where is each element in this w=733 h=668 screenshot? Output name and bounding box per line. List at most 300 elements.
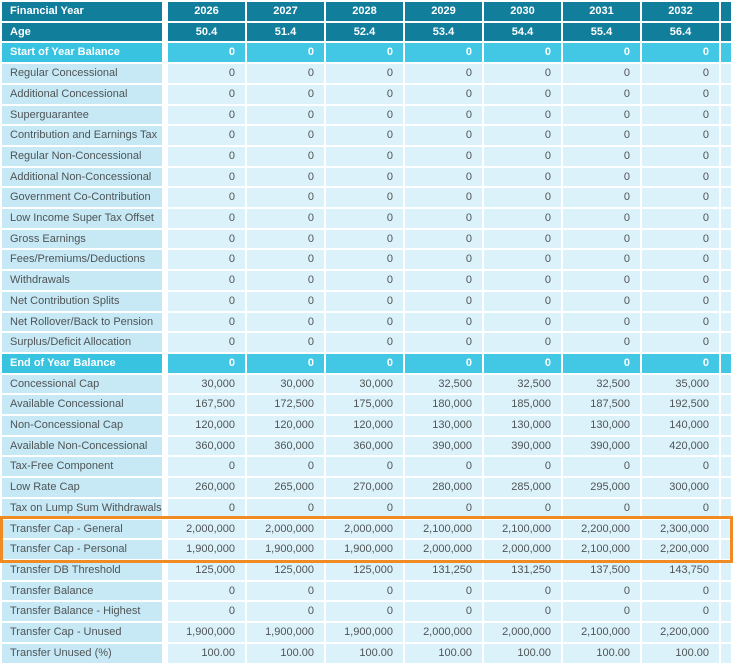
cell-value: 0: [168, 250, 245, 269]
cell-value: 0: [642, 582, 719, 601]
cell-value: 1,900,000: [168, 540, 245, 559]
cell-value: 53.4: [405, 23, 482, 42]
cell-value: 2028: [326, 2, 403, 21]
row-label: Available Non-Concessional: [2, 437, 166, 456]
cell-value: 0: [247, 168, 324, 187]
cell-value: 0: [405, 333, 482, 352]
cell-value: 2,000,000: [405, 623, 482, 642]
cell-value: 0: [484, 64, 561, 83]
cell-value: 0: [405, 250, 482, 269]
table-row: [2, 250, 731, 269]
cell-value: 0: [405, 230, 482, 249]
cell-value: 0: [563, 147, 640, 166]
cell-value: 390,000: [563, 437, 640, 456]
cell-value: 260,000: [168, 478, 245, 497]
cell-value: 2,000,000: [484, 540, 561, 559]
clipped-column-sliver: [721, 457, 731, 476]
cell-value: 0: [563, 188, 640, 207]
cell-value: 0: [642, 64, 719, 83]
row-label: Low Rate Cap: [2, 478, 166, 497]
cell-value: 32,500: [405, 375, 482, 394]
cell-value: 0: [642, 333, 719, 352]
cell-value: 0: [484, 43, 561, 62]
table-row: [2, 602, 731, 621]
cell-value: 0: [168, 333, 245, 352]
table-row: [2, 478, 731, 497]
cell-value: 0: [247, 271, 324, 290]
cell-value: 0: [168, 64, 245, 83]
cell-value: 0: [563, 582, 640, 601]
cell-value: 51.4: [247, 23, 324, 42]
cell-value: 265,000: [247, 478, 324, 497]
cell-value: 0: [168, 582, 245, 601]
clipped-column-sliver: [721, 147, 731, 166]
cell-value: 0: [484, 457, 561, 476]
cell-value: 0: [168, 85, 245, 104]
cell-value: 0: [405, 457, 482, 476]
cell-value: 270,000: [326, 478, 403, 497]
table-body: [2, 2, 731, 663]
table-row: [2, 230, 731, 249]
cell-value: 0: [405, 168, 482, 187]
cell-value: 0: [563, 333, 640, 352]
cell-value: 0: [563, 209, 640, 228]
cell-value: 0: [247, 499, 324, 518]
cell-value: 0: [405, 582, 482, 601]
table-row: [2, 416, 731, 435]
cell-value: 0: [168, 354, 245, 373]
cell-value: 0: [405, 147, 482, 166]
table-row: [2, 395, 731, 414]
clipped-column-sliver: [721, 85, 731, 104]
row-label: Net Rollover/Back to Pension: [2, 313, 166, 332]
table-row: [2, 106, 731, 125]
cell-value: 192,500: [642, 395, 719, 414]
cell-value: 0: [247, 85, 324, 104]
cell-value: 100.00: [405, 644, 482, 663]
cell-value: 0: [326, 209, 403, 228]
clipped-column-sliver: [721, 395, 731, 414]
cell-value: 0: [405, 85, 482, 104]
cell-value: 125,000: [326, 561, 403, 580]
table-row: [2, 582, 731, 601]
cell-value: 143,750: [642, 561, 719, 580]
cell-value: 0: [326, 106, 403, 125]
cell-value: 0: [484, 271, 561, 290]
table-row: [2, 540, 731, 559]
cell-value: 0: [642, 85, 719, 104]
row-label: Transfer Cap - General: [2, 520, 166, 539]
cell-value: 0: [642, 271, 719, 290]
cell-value: 2032: [642, 2, 719, 21]
cell-value: 180,000: [405, 395, 482, 414]
cell-value: 0: [484, 582, 561, 601]
cell-value: 2026: [168, 2, 245, 21]
cell-value: 0: [642, 126, 719, 145]
cell-value: 0: [247, 209, 324, 228]
cell-value: 0: [563, 271, 640, 290]
table-row: [2, 292, 731, 311]
cell-value: 0: [168, 230, 245, 249]
row-label: Transfer Balance - Highest: [2, 602, 166, 621]
cell-value: 0: [642, 147, 719, 166]
cell-value: 390,000: [484, 437, 561, 456]
cell-value: 130,000: [484, 416, 561, 435]
row-label: Age: [2, 23, 166, 42]
cell-value: 360,000: [326, 437, 403, 456]
row-label: Government Co-Contribution: [2, 188, 166, 207]
cell-value: 0: [326, 333, 403, 352]
clipped-column-sliver: [721, 43, 731, 62]
cell-value: 0: [563, 602, 640, 621]
cell-value: 280,000: [405, 478, 482, 497]
cell-value: 0: [326, 188, 403, 207]
cell-value: 187,500: [563, 395, 640, 414]
cell-value: 0: [168, 209, 245, 228]
cell-value: 0: [168, 43, 245, 62]
clipped-column-sliver: [721, 2, 731, 21]
cell-value: 100.00: [168, 644, 245, 663]
cell-value: 0: [168, 168, 245, 187]
cell-value: 0: [168, 188, 245, 207]
clipped-column-sliver: [721, 375, 731, 394]
cell-value: 2,000,000: [247, 520, 324, 539]
clipped-column-sliver: [721, 478, 731, 497]
cell-value: 0: [642, 313, 719, 332]
cell-value: 300,000: [642, 478, 719, 497]
cell-value: 2,200,000: [642, 623, 719, 642]
cell-value: 175,000: [326, 395, 403, 414]
row-label: Fees/Premiums/Deductions: [2, 250, 166, 269]
row-label: Withdrawals: [2, 271, 166, 290]
cell-value: 0: [405, 43, 482, 62]
table-row: [2, 333, 731, 352]
clipped-column-sliver: [721, 271, 731, 290]
clipped-column-sliver: [721, 126, 731, 145]
row-label: Low Income Super Tax Offset: [2, 209, 166, 228]
cell-value: 50.4: [168, 23, 245, 42]
cell-value: 2,100,000: [563, 623, 640, 642]
cell-value: 0: [405, 499, 482, 518]
cell-value: 0: [642, 168, 719, 187]
cell-value: 0: [642, 188, 719, 207]
cell-value: 0: [168, 126, 245, 145]
clipped-column-sliver: [721, 23, 731, 42]
table-row: [2, 437, 731, 456]
cell-value: 0: [563, 250, 640, 269]
cell-value: 35,000: [642, 375, 719, 394]
cell-value: 0: [405, 313, 482, 332]
cell-value: 0: [563, 85, 640, 104]
row-label: Tax-Free Component: [2, 457, 166, 476]
cell-value: 2031: [563, 2, 640, 21]
clipped-column-sliver: [721, 209, 731, 228]
row-label: Additional Non-Concessional: [2, 168, 166, 187]
cell-value: 0: [168, 106, 245, 125]
cell-value: 0: [484, 168, 561, 187]
cell-value: 2,100,000: [563, 540, 640, 559]
cell-value: 120,000: [326, 416, 403, 435]
row-label: Regular Concessional: [2, 64, 166, 83]
cell-value: 0: [563, 457, 640, 476]
clipped-column-sliver: [721, 582, 731, 601]
cell-value: 185,000: [484, 395, 561, 414]
cell-value: 0: [642, 499, 719, 518]
cell-value: 0: [484, 333, 561, 352]
cell-value: 0: [247, 126, 324, 145]
cell-value: 0: [642, 354, 719, 373]
row-label: Transfer Balance: [2, 582, 166, 601]
table-row: [2, 168, 731, 187]
row-label: End of Year Balance: [2, 354, 166, 373]
cell-value: 295,000: [563, 478, 640, 497]
cell-value: 0: [168, 602, 245, 621]
cell-value: 0: [563, 313, 640, 332]
cell-value: 52.4: [326, 23, 403, 42]
cell-value: 0: [326, 250, 403, 269]
cell-value: 131,250: [405, 561, 482, 580]
cell-value: 0: [168, 271, 245, 290]
cell-value: 0: [247, 147, 324, 166]
row-label: Financial Year: [2, 2, 166, 21]
row-label: Superguarantee: [2, 106, 166, 125]
cell-value: 30,000: [326, 375, 403, 394]
cell-value: 2,000,000: [168, 520, 245, 539]
cell-value: 0: [484, 354, 561, 373]
row-label: Tax on Lump Sum Withdrawals: [2, 499, 166, 518]
cell-value: 360,000: [168, 437, 245, 456]
clipped-column-sliver: [721, 313, 731, 332]
cell-value: 1,900,000: [247, 623, 324, 642]
cell-value: 120,000: [168, 416, 245, 435]
cell-value: 2,200,000: [642, 540, 719, 559]
cell-value: 100.00: [484, 644, 561, 663]
cell-value: 30,000: [168, 375, 245, 394]
table-row: [2, 271, 731, 290]
cell-value: 1,900,000: [168, 623, 245, 642]
clipped-column-sliver: [721, 354, 731, 373]
cell-value: 0: [563, 168, 640, 187]
cell-value: 0: [405, 209, 482, 228]
row-label: Non-Concessional Cap: [2, 416, 166, 435]
cell-value: 0: [484, 209, 561, 228]
table-row: [2, 85, 731, 104]
cell-value: 2,100,000: [405, 520, 482, 539]
cell-value: 0: [484, 106, 561, 125]
cell-value: 2027: [247, 2, 324, 21]
cell-value: 0: [247, 582, 324, 601]
cell-value: 0: [405, 64, 482, 83]
cell-value: 30,000: [247, 375, 324, 394]
table-row: [2, 375, 731, 394]
cell-value: 0: [168, 457, 245, 476]
table-row: [2, 354, 731, 373]
table-row: [2, 188, 731, 207]
cell-value: 0: [168, 313, 245, 332]
cell-value: 0: [247, 313, 324, 332]
row-label: Contribution and Earnings Tax: [2, 126, 166, 145]
cell-value: 0: [168, 499, 245, 518]
clipped-column-sliver: [721, 623, 731, 642]
row-label: Additional Concessional: [2, 85, 166, 104]
cell-value: 0: [484, 188, 561, 207]
row-label: Available Concessional: [2, 395, 166, 414]
cell-value: 0: [247, 106, 324, 125]
table-row: [2, 147, 731, 166]
cell-value: 0: [168, 292, 245, 311]
clipped-column-sliver: [721, 292, 731, 311]
cell-value: 0: [405, 271, 482, 290]
header-row: [2, 23, 731, 42]
cell-value: 0: [642, 250, 719, 269]
cell-value: 32,500: [563, 375, 640, 394]
cell-value: 360,000: [247, 437, 324, 456]
cell-value: 0: [326, 230, 403, 249]
cell-value: 137,500: [563, 561, 640, 580]
cell-value: 0: [326, 292, 403, 311]
cell-value: 0: [484, 250, 561, 269]
table-row: [2, 209, 731, 228]
clipped-column-sliver: [721, 644, 731, 663]
cell-value: 2,000,000: [484, 623, 561, 642]
cell-value: 0: [247, 250, 324, 269]
table-row: [2, 313, 731, 332]
cell-value: 0: [563, 230, 640, 249]
clipped-column-sliver: [721, 188, 731, 207]
row-label: Regular Non-Concessional: [2, 147, 166, 166]
cell-value: 0: [247, 602, 324, 621]
clipped-column-sliver: [721, 230, 731, 249]
cell-value: 0: [484, 230, 561, 249]
clipped-column-sliver: [721, 561, 731, 580]
cell-value: 0: [247, 230, 324, 249]
cell-value: 0: [168, 147, 245, 166]
cell-value: 0: [563, 499, 640, 518]
clipped-column-sliver: [721, 250, 731, 269]
cell-value: 390,000: [405, 437, 482, 456]
cell-value: 32,500: [484, 375, 561, 394]
cell-value: 0: [563, 64, 640, 83]
cell-value: 0: [326, 147, 403, 166]
cell-value: 0: [247, 64, 324, 83]
table-row: [2, 126, 731, 145]
clipped-column-sliver: [721, 499, 731, 518]
cell-value: 0: [326, 354, 403, 373]
row-label: Transfer DB Threshold: [2, 561, 166, 580]
cell-value: 0: [247, 354, 324, 373]
cell-value: 0: [405, 188, 482, 207]
cell-value: 1,900,000: [247, 540, 324, 559]
cell-value: 0: [642, 602, 719, 621]
cell-value: 54.4: [484, 23, 561, 42]
cell-value: 0: [326, 457, 403, 476]
row-label: Concessional Cap: [2, 375, 166, 394]
cell-value: 100.00: [326, 644, 403, 663]
cell-value: 100.00: [642, 644, 719, 663]
cell-value: 0: [642, 457, 719, 476]
cell-value: 2030: [484, 2, 561, 21]
cell-value: 0: [326, 313, 403, 332]
cell-value: 125,000: [247, 561, 324, 580]
cell-value: 0: [642, 43, 719, 62]
table-row: [2, 623, 731, 642]
header-row: [2, 2, 731, 21]
cell-value: 0: [326, 602, 403, 621]
cell-value: 130,000: [563, 416, 640, 435]
row-label: Surplus/Deficit Allocation: [2, 333, 166, 352]
row-label: Transfer Cap - Personal: [2, 540, 166, 559]
cell-value: 0: [563, 43, 640, 62]
cell-value: 0: [247, 188, 324, 207]
cell-value: 0: [642, 230, 719, 249]
cell-value: 0: [405, 354, 482, 373]
row-label: Start of Year Balance: [2, 43, 166, 62]
cell-value: 0: [563, 106, 640, 125]
cell-value: 0: [642, 106, 719, 125]
clipped-column-sliver: [721, 64, 731, 83]
clipped-column-sliver: [721, 333, 731, 352]
cell-value: 1,900,000: [326, 623, 403, 642]
cell-value: 56.4: [642, 23, 719, 42]
clipped-column-sliver: [721, 540, 731, 559]
cell-value: 2,200,000: [563, 520, 640, 539]
cell-value: 0: [326, 43, 403, 62]
cell-value: 2029: [405, 2, 482, 21]
cell-value: 2,000,000: [405, 540, 482, 559]
cell-value: 0: [484, 85, 561, 104]
clipped-column-sliver: [721, 106, 731, 125]
table-row: [2, 64, 731, 83]
cell-value: 0: [405, 292, 482, 311]
clipped-column-sliver: [721, 437, 731, 456]
row-label: Net Contribution Splits: [2, 292, 166, 311]
row-label: Transfer Cap - Unused: [2, 623, 166, 642]
cell-value: 0: [326, 271, 403, 290]
row-label: Transfer Unused (%): [2, 644, 166, 663]
cell-value: 0: [405, 126, 482, 145]
cell-value: 0: [484, 602, 561, 621]
cell-value: 0: [326, 168, 403, 187]
cell-value: 130,000: [405, 416, 482, 435]
cell-value: 0: [484, 499, 561, 518]
cell-value: 0: [247, 333, 324, 352]
cell-value: 131,250: [484, 561, 561, 580]
cell-value: 0: [247, 457, 324, 476]
table-row: [2, 457, 731, 476]
cell-value: 0: [326, 85, 403, 104]
cell-value: 0: [484, 292, 561, 311]
table-row: [2, 43, 731, 62]
cell-value: 420,000: [642, 437, 719, 456]
cell-value: 120,000: [247, 416, 324, 435]
cell-value: 0: [642, 209, 719, 228]
cell-value: 0: [484, 147, 561, 166]
cell-value: 2,100,000: [484, 520, 561, 539]
cell-value: 0: [405, 106, 482, 125]
cell-value: 55.4: [563, 23, 640, 42]
cell-value: 0: [326, 499, 403, 518]
cell-value: 0: [563, 126, 640, 145]
cell-value: 1,900,000: [326, 540, 403, 559]
cell-value: 140,000: [642, 416, 719, 435]
clipped-column-sliver: [721, 520, 731, 539]
cell-value: 0: [563, 354, 640, 373]
clipped-column-sliver: [721, 602, 731, 621]
cell-value: 0: [326, 64, 403, 83]
cell-value: 0: [247, 292, 324, 311]
cell-value: 0: [326, 582, 403, 601]
clipped-column-sliver: [721, 168, 731, 187]
